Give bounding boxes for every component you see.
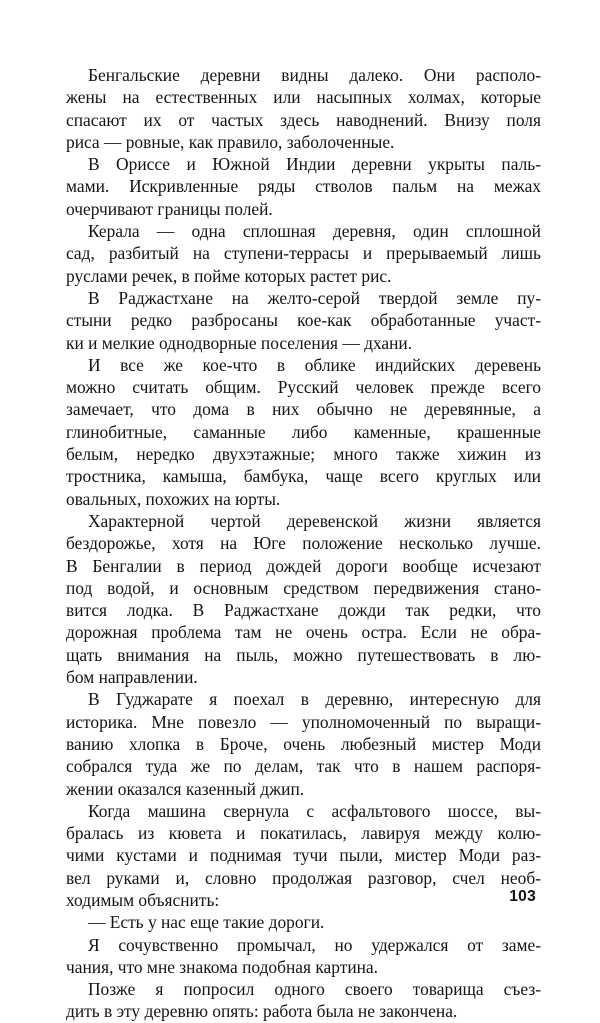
paragraph xyxy=(66,934,541,979)
paragraph xyxy=(66,64,541,153)
body-text xyxy=(66,64,541,1023)
text-line: Керала — одна сплошная деревня, один сплошной xyxy=(88,221,541,242)
text-line: мами. Искривленные ряды стволов пальм на межах xyxy=(66,176,541,197)
text-line: под водой, и основным средством передвижения стано- xyxy=(66,577,541,598)
text-line: сад, разбитый на ступени-террасы и прерываемый лишь xyxy=(66,243,541,264)
text-line: Бенгальские деревни видны далеко. Они располо- xyxy=(88,65,541,85)
page-number: 103 xyxy=(509,888,536,905)
text-line: чими кустами и поднимая тучи пыли, мистер Моди раз- xyxy=(66,845,541,866)
paragraph xyxy=(66,354,541,510)
text-line: бездорожье, хотя на Юге положение несколько лучше. xyxy=(66,533,541,554)
text-line: глинобитные, саманные либо каменные, крашенные xyxy=(66,421,541,442)
text-line: белым, нередко двухэтажные; много также хижин из xyxy=(66,444,541,465)
text-line: жении оказался казенный джип. xyxy=(66,778,305,799)
text-line: очерчивают границы полей. xyxy=(66,198,273,219)
paragraph xyxy=(66,688,541,799)
text-line: В Ориссе и Южной Индии деревни укрыты паль- xyxy=(88,154,541,175)
text-line: тростника, камыша, бамбука, чаще всего круглых или xyxy=(66,466,541,487)
paragraph xyxy=(66,911,541,933)
paragraph xyxy=(66,978,541,1023)
text-line: руслами речек, в пойме которых растет рис. xyxy=(66,265,392,286)
text-line: щать внимания на пыль, можно путешествовать в лю- xyxy=(66,644,541,665)
text-line: риса — ровные, как правило, заболоченные. xyxy=(66,131,395,152)
text-line: спасают их от частых здесь наводнений. Внизу поля xyxy=(66,109,541,130)
text-line: замечает, что дома в них обычно не деревянные, а xyxy=(66,399,541,420)
text-line: чания, что мне знакома подобная картина. xyxy=(66,956,379,977)
text-line: бом направлении. xyxy=(66,667,198,688)
paragraph xyxy=(66,153,541,220)
paragraph xyxy=(66,800,541,911)
text-line: — Есть у нас еще такие дороги. xyxy=(88,912,325,933)
text-line: В Раджастхане на желто-серой твердой земле пу- xyxy=(88,287,541,308)
text-line: вел руками и, словно продолжая разговор, счел необ- xyxy=(66,867,541,888)
text-line: стыни редко разбросаны кое-как обработанные участ- xyxy=(66,310,541,331)
text-line: можно считать общим. Русский человек прежде всего xyxy=(66,377,541,398)
text-line: ванию хлопка в Брочe, очень любезный мистер Моди xyxy=(66,733,541,754)
text-line: ходимым объяснить: xyxy=(66,889,220,910)
paragraph xyxy=(66,510,541,688)
text-line: В Гуджарате я поехал в деревню, интересную для xyxy=(88,689,541,710)
text-line: Характерной чертой деревенской жизни является xyxy=(88,510,541,531)
text-line: собрался туда же по делам, так что в нашем распоря- xyxy=(66,756,541,777)
text-line: И все же кое-что в облике индийских деревень xyxy=(88,354,541,375)
text-line: Позже я попросил одного своего товарища съез- xyxy=(88,979,541,1000)
text-line: овальных, похожих на юрты. xyxy=(66,488,281,509)
text-line: Я сочувственно промычал, но удержался от заме- xyxy=(88,934,541,955)
text-line: ки и мелкие однодворные поселения — дхани. xyxy=(66,332,413,353)
text-line: дорожная проблема там не очень остра. Если не обра- xyxy=(66,622,541,643)
paragraph xyxy=(66,220,541,287)
text-line: Когда машина свернула с асфальтового шоссе, вы- xyxy=(88,800,541,821)
text-line: бралась из кювета и покатилась, лавируя между колю- xyxy=(66,823,541,844)
paragraph xyxy=(66,287,541,354)
text-line: дить в эту деревню опять: работа была не закончена. xyxy=(66,1001,458,1022)
text-line: историка. Мне повезло — уполномоченный по выращи- xyxy=(66,711,541,732)
text-line: В Бенгалии в период дождей дороги вообще исчезают xyxy=(66,555,541,576)
text-line: вится лодка. В Раджастхане дожди так редки, что xyxy=(66,600,541,621)
text-line: жены на естественных или насыпных холмах, которые xyxy=(66,87,541,108)
